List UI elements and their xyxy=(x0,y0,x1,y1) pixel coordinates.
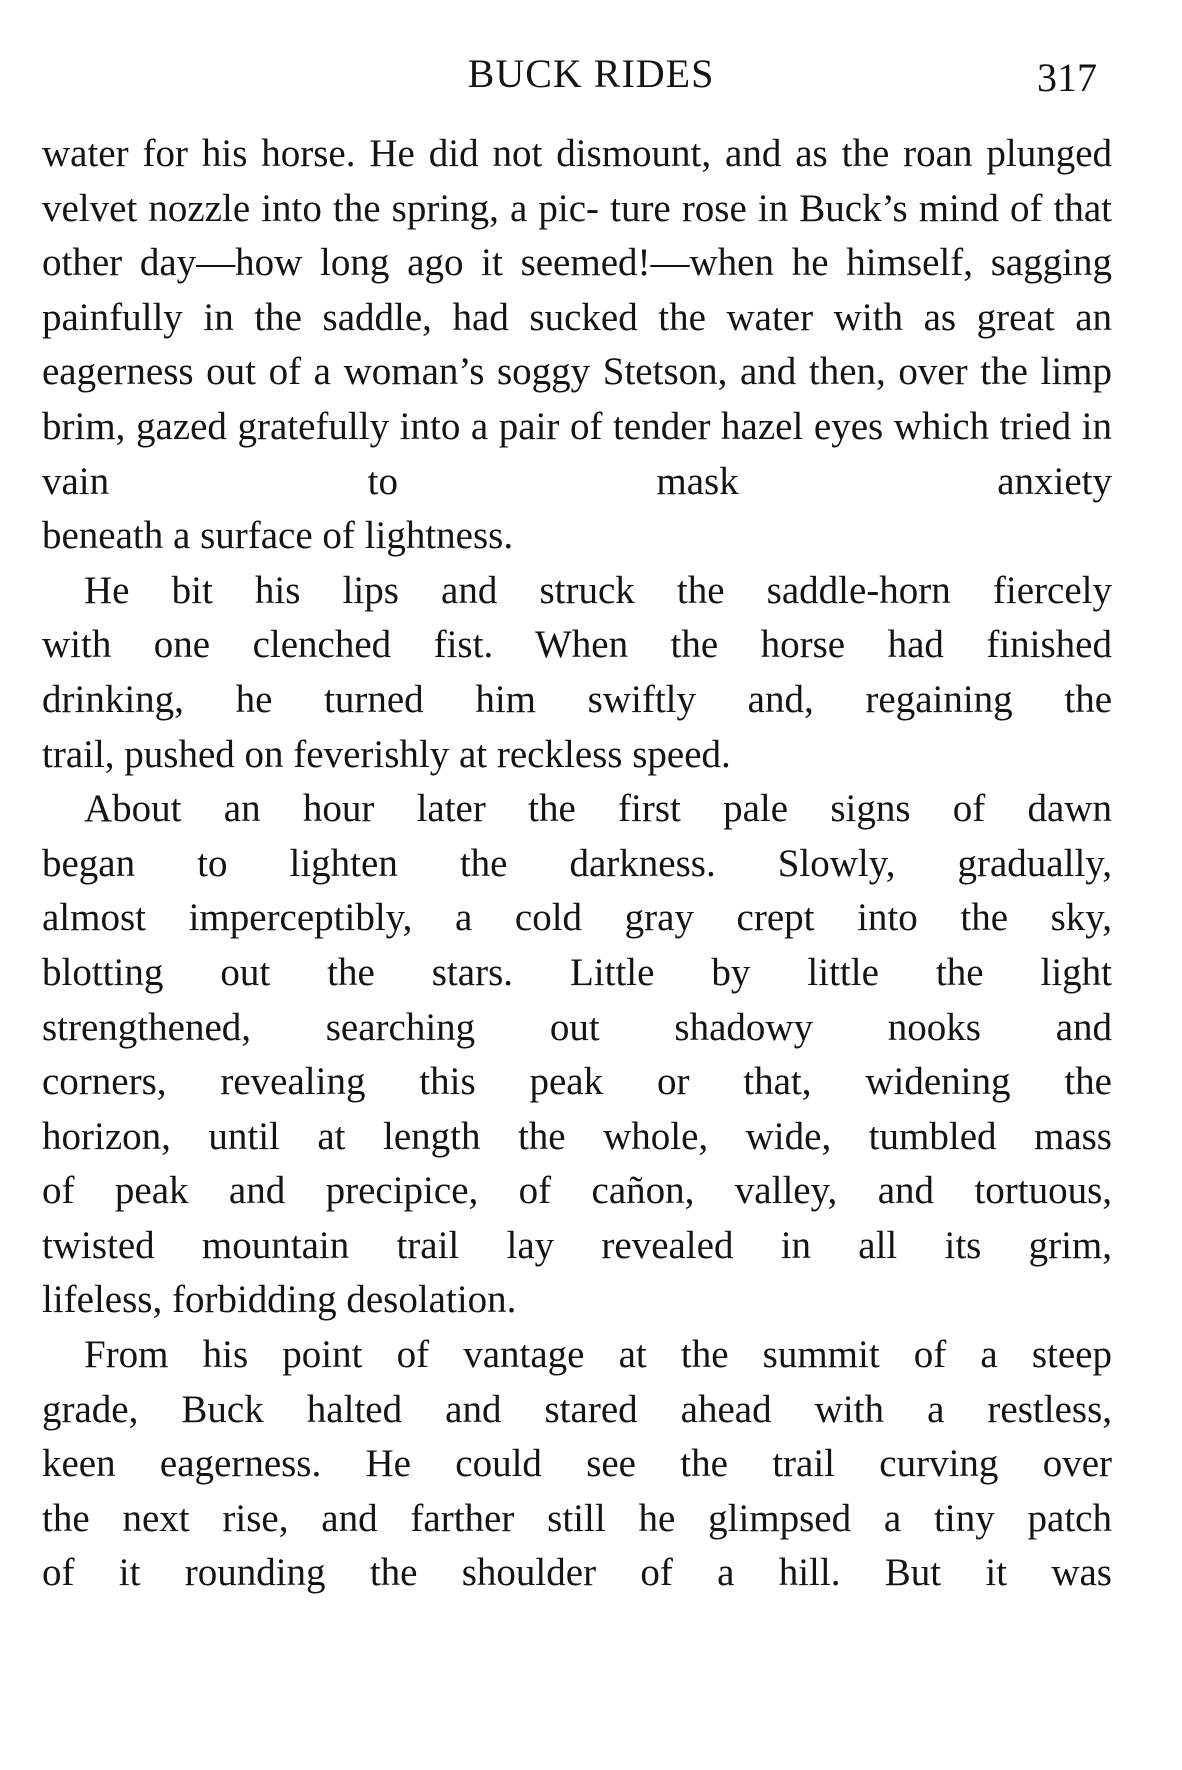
paragraph-last-line xyxy=(42,1273,1112,1328)
text-line: blotting out the stars. Little by little the light xyxy=(42,950,1112,994)
paragraph xyxy=(42,946,1112,1001)
text-line: eagerness out of a woman’s soggy Stetson, and then, xyxy=(42,350,886,394)
paragraph xyxy=(42,1219,1112,1274)
text-line: of it rounding the shoulder of a hill. But it was xyxy=(42,1551,1112,1595)
paragraph xyxy=(42,782,1112,837)
text-line: trail, pushed on feverishly at reckless speed. xyxy=(42,732,731,776)
text-line: About an hour later the first pale signs of dawn xyxy=(84,787,1112,831)
paragraph xyxy=(42,837,1112,892)
text-line: beneath a surface of lightness. xyxy=(42,514,514,558)
text-line: of peak and precipice, of cañon, valley, and tortuous, xyxy=(42,1169,1112,1213)
text-line: grade, Buck halted and stared ahead with a restless, xyxy=(42,1387,1112,1431)
text-line: He bit his lips and struck the saddle-horn fiercely xyxy=(84,568,1112,612)
paragraph xyxy=(42,127,1112,509)
text-line: drinking, he turned him swiftly and, regaining the xyxy=(42,677,1112,721)
running-title: BUCK RIDES xyxy=(467,51,715,96)
paragraph xyxy=(42,1055,1112,1110)
text-line: almost imperceptibly, a cold gray crept into the sky, xyxy=(42,896,1112,940)
text-line: horizon, until at length the whole, wide, tumbled mass xyxy=(42,1114,1112,1158)
text-line: ture rose in Buck’s mind of that other day—how long xyxy=(42,186,1112,285)
running-head xyxy=(40,44,1142,104)
text-line: water for his horse. He did not dismount, and as xyxy=(42,132,828,175)
paragraph xyxy=(42,1001,1112,1056)
paragraph xyxy=(42,1492,1112,1547)
paragraph-last-line xyxy=(42,728,1112,783)
paragraph xyxy=(42,1383,1112,1438)
text-line: keen eagerness. He could see the trail curving over xyxy=(42,1442,1112,1486)
paragraph-last-line xyxy=(42,509,1112,564)
text-line: began to lighten the darkness. Slowly, gradually, xyxy=(42,841,1112,885)
page-number: 317 xyxy=(1037,55,1097,100)
paragraph xyxy=(42,891,1112,946)
paragraph xyxy=(42,1164,1112,1219)
text-line: in the saddle, had sucked the water with as great an xyxy=(203,295,1113,339)
text-line: tender hazel eyes which tried in vain to mask anxiety xyxy=(42,404,1113,503)
body-text xyxy=(42,127,1112,1601)
text-line: ago it seemed!—when he himself, sagging painfully xyxy=(42,241,1113,339)
text-line: corners, revealing this peak or that, widening the xyxy=(42,1060,1112,1104)
paragraph xyxy=(42,564,1112,619)
paragraph xyxy=(42,1110,1112,1165)
text-line: From his point of vantage at the summit of a steep xyxy=(84,1333,1112,1377)
text-line: lifeless, forbidding desolation. xyxy=(42,1278,517,1322)
paragraph xyxy=(42,673,1112,728)
text-line: the roan plunged velvet nozzle into the spring, a pic- xyxy=(42,132,1113,230)
text-line: over the limp brim, gazed gratefully into a pair of xyxy=(42,350,1112,448)
paragraph xyxy=(42,1328,1112,1383)
text-line: the next rise, and farther still he glimpsed a tiny patch xyxy=(42,1496,1112,1540)
text-line: strengthened, searching out shadowy nooks and xyxy=(42,1005,1112,1049)
text-line: with one clenched fist. When the horse had finished xyxy=(42,623,1112,667)
paragraph xyxy=(42,618,1112,673)
text-line: twisted mountain trail lay revealed in all its grim, xyxy=(42,1223,1112,1267)
paragraph xyxy=(42,1437,1112,1492)
paragraph xyxy=(42,1546,1112,1601)
